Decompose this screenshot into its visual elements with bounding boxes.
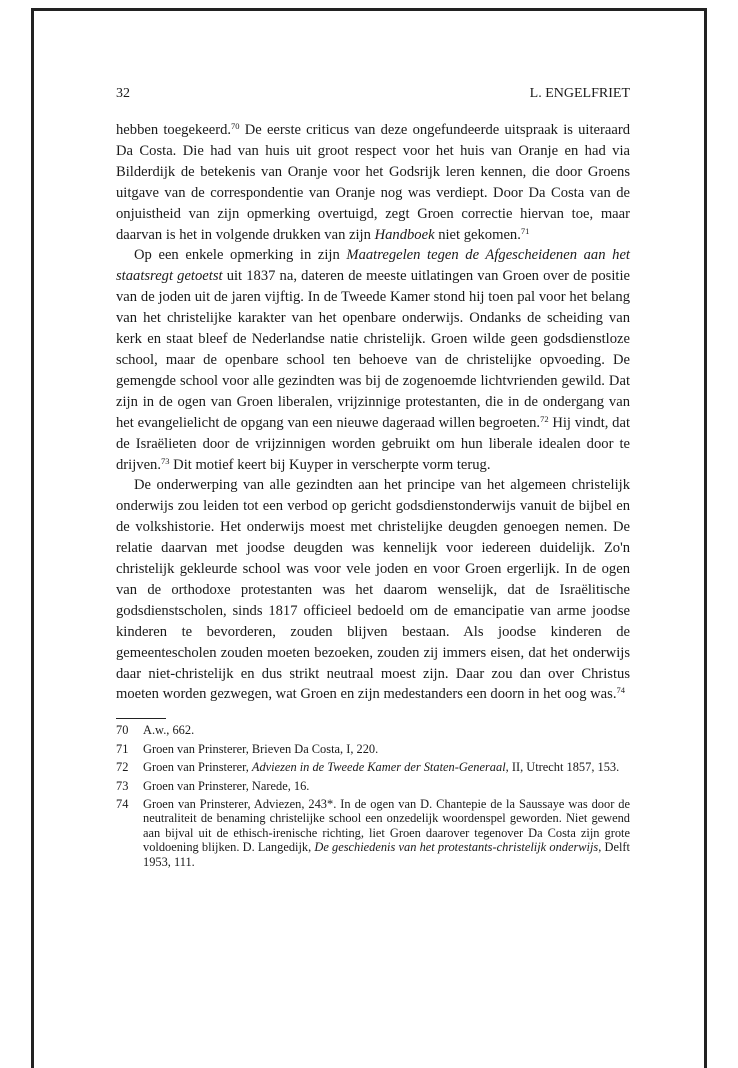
footnote-number: 74 (116, 797, 129, 811)
text-run: , Delft 1953, 111. (143, 840, 630, 869)
text-run: , II, Utrecht 1857, 153. (505, 760, 620, 775)
footnote-number: 71 (116, 741, 129, 756)
text-run: Groen van Prinsterer, Brieven Da Costa, I, 220. (143, 741, 379, 756)
running-head (116, 85, 630, 103)
text-run: Groen van Prinsterer, Narede, 16. (143, 778, 310, 793)
scan-edge-right (704, 8, 707, 1068)
italic-title: Maatregelen tegen de Afgescheidenen aan het staatsregt getoetst (116, 247, 630, 285)
text-run: De onderwerping van alle gezindten aan het principe van het algemeen christelijk onderwijs zou leiden tot een verbod op gericht godsdienstonderwijs vanuit de bijbel en de volkshistorie. Het onderwijs moest met christelijke deugden genoegen nemen. De relatie daarvan met joodse deugden was kennelijk voor iedereen duidelijk. Zo'n christelijk gekleurde school was voor vele joden en voor Groen ergerlijk. In de ogen van de orthodoxe protestanten was het daarom wenselijk, dat de Israëlitische godsdienstscholen, sinds 1817 officieel bedoeld om de emancipatie van arme joodse kinderen te bevorderen, zouden blijven bestaan. Als joodse kinderen de gemeentescholen zouden moeten bezoeken, zouden zij immers eisen, dat het onderwijs daar niet-christelijk en dus strikt neutraal moest zijn. Daar zou dan over Christus moeten worden gezwegen, wat Groen en zijn medestanders een doorn in het oog was. (116, 477, 630, 703)
footnote-text (143, 779, 630, 793)
footnote-ref-73[interactable]: 73 (161, 455, 170, 466)
body-text (116, 120, 630, 705)
book-page (116, 85, 630, 873)
text-run: Groen van Prinsterer, (143, 760, 252, 775)
text-run: Op een enkele opmerking in zijn (134, 247, 347, 264)
footnote-number: 73 (116, 778, 129, 793)
footnote-ref-72[interactable]: 72 (540, 413, 549, 424)
footnotes (116, 723, 630, 869)
text-run: hebben toegekeerd. (116, 122, 232, 138)
paragraph-3 (116, 475, 630, 705)
footnote-divider (116, 718, 166, 719)
footnote-71 (116, 742, 630, 756)
footnote-number: 72 (116, 760, 129, 775)
footnote-text (143, 760, 630, 774)
footnote-text (143, 723, 630, 737)
text-run: uit 1837 na, dateren de meeste uitlatingen van Groen over de positie van de joden uit de jaren vijftig. In de Tweede Kamer stond hij toen pal voor het belang van het christelijke karakter van het openbare onderwijs. Ondanks de scheiding van kerk en staat bleef de Nederlandse natie christelijk. Groen wilde geen godsdienstloze school, maar de openbare school ten behoeve van de christelijke opvoeding. De gemengde school voor alle gezindten was bij de zogenoemde lichtvrienden gewild. Dat zijn in de ogen van Groen liberalen, vrijzinnige protestanten, die in de ondergang van het evangelielicht de opgang van een nieuwe dageraad willen begroeten. (116, 268, 630, 431)
text-run: Dit motief keert bij Kuyper in verscherpte vorm terug. (169, 456, 491, 473)
page-number: 32 (116, 86, 130, 101)
text-run: Hij vindt, dat de Israëlieten door de vrijzinnigen worden gebruikt om hun liberale idealen door te drijven. (116, 414, 630, 473)
scan-edge-left (31, 8, 34, 1068)
footnote-74 (116, 797, 630, 869)
footnote-number: 70 (116, 723, 129, 738)
running-title: L. ENGELFRIET (529, 86, 630, 101)
footnote-ref-74[interactable]: 74 (616, 685, 625, 696)
footnote-ref-71[interactable]: 71 (520, 225, 530, 236)
footnote-73 (116, 779, 630, 793)
text-run: De eerste criticus van deze ongefundeerde uitspraak is uiteraard Da Costa. Die had van huis uit groot respect voor het huis van Oranje en had via Bilderdijk de betekenis van Oranje voor het Godsrijk leren kennen, die door Groens uitgave van de correspondentie van Oranje nog was verdiept. Door Da Costa van de onjuistheid van zijn opmerking overtuigd, zegt Groen correctie hiervan toe, maar daarvan is het in volgende drukken van zijn (116, 122, 630, 243)
italic-title: De geschiedenis van het protestants-christelijk onderwijs (314, 840, 599, 855)
text-run: A.w., 662. (143, 723, 195, 738)
footnote-ref-70[interactable]: 70 (231, 121, 240, 131)
footnote-text (143, 742, 630, 756)
paragraph-1 (116, 120, 630, 245)
footnote-72 (116, 760, 630, 774)
italic-title: Adviezen in de Tweede Kamer der Staten-Generaal (251, 760, 506, 775)
text-run: Groen van Prinsterer, Adviezen, 243*. In de ogen van D. Chantepie de la Saussaye was door de neutraliteit de benaming christelijke school een onzedelijk woordenspel geworden. Niet gewend aan bijval uit de ethisch-irenische richting, liet Groen daarover tegenover Da Costa zijn grote voldoening blijken. D. Langedijk, (143, 797, 630, 855)
paragraph-2 (116, 245, 630, 475)
scan-edge-top (32, 8, 707, 11)
text-run: niet gekomen. (434, 226, 521, 243)
footnote-70 (116, 723, 630, 737)
footnote-text (143, 797, 630, 869)
italic-title: Handboek (374, 226, 435, 243)
